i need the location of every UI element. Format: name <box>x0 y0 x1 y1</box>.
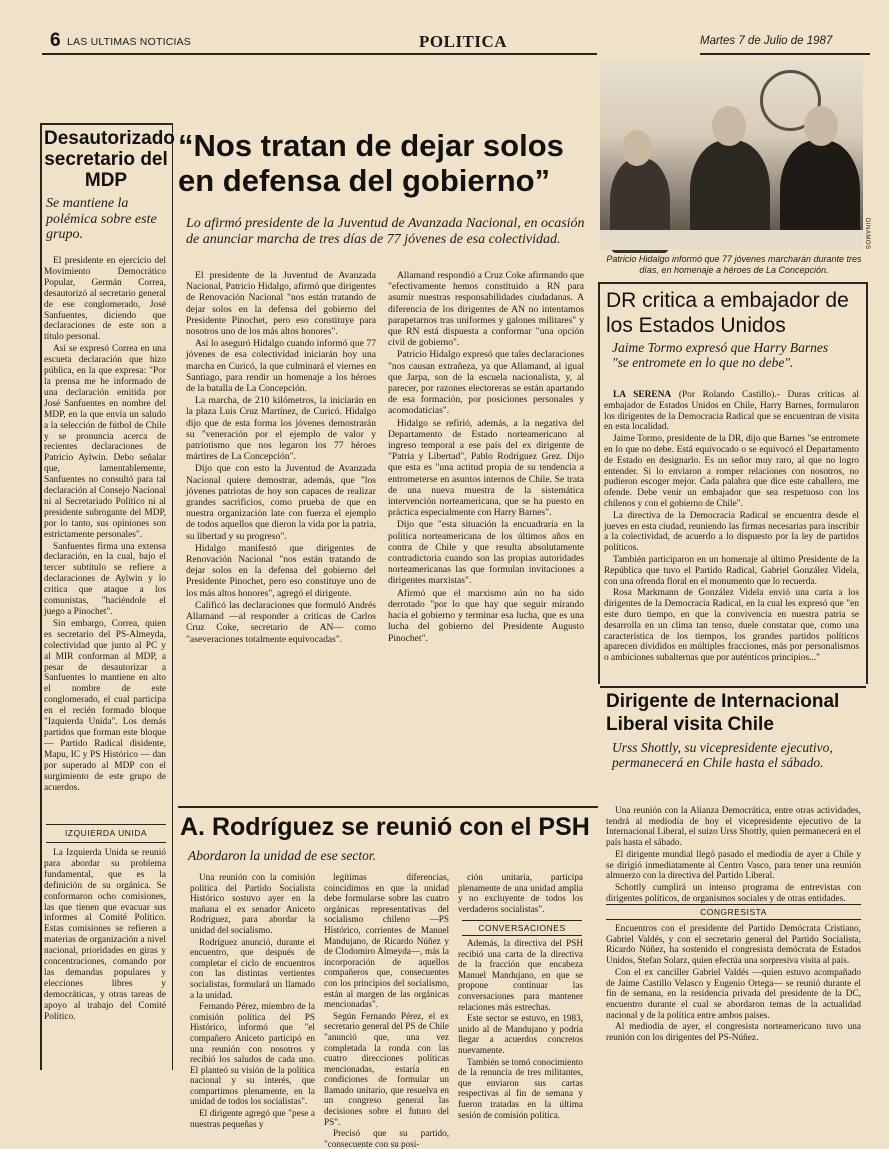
liberal-article-body-2 <box>606 924 861 1072</box>
rodriguez-col-1 <box>190 872 315 1129</box>
dateline: LA SERENA <box>613 390 672 400</box>
paragraph: Rosa Markmann de González Videla envió una carta a los dirigentes de la Democracia Radical, en la cual les expresó que "en este duro tiempo, en que la convivencia en nuestra patria se desarrolla en un clima tan tenso, duele constatar que, como una característica de los tiempos, los grandes partidos políticos aparecen divididos en múltiples fracciones, más por personalismos o ambiciones subalternas que por auténticos principios..." <box>604 588 859 664</box>
paragraph: Así lo aseguró Hidalgo cuando informó que 77 jóvenes de esa colectividad iniciarán hoy una marcha en Curicó, la que culminará el viernes en Santiago, para rendir un homenaje a los héroes de la batalla de La Concepción. <box>186 338 376 395</box>
paragraph: Afirmó que el marxismo aún no ha sido derrotado "por lo que hay que seguir mirando hacia el gobierno y terminar esa lucha, que es una lucha del gobierno del Presidente Augusto Pinochet". <box>388 587 584 644</box>
left-subhead: IZQUIERDA UNIDA <box>64 828 148 838</box>
paragraph: El dirigente agregó que "pese a nuestras pequeñas y <box>190 1108 315 1129</box>
subhead-rule-top <box>46 824 166 825</box>
paragraph: Dijo que con esto la Juventud de Avanzada Nacional quiere demostrar, además, que "los jóvenes patriotas de hoy son capaces de realizar grandes sacrificios, como prueba de que en nuestra organización late con fuerza el ejemplo de todos aquellos que dieron la vida por la patria, su libertad y su progreso". <box>186 463 376 542</box>
paragraph: Fernando Pérez, miembro de la comisión política del PS Histórico, informó que "el compañero Aniceto participó en una reunión con nosotros y recibió los saludos de cada uno. El planteó su visión de la política nacional y su interés, que compartimos plenamente, en la unidad de todos los socialistas". <box>190 1001 315 1107</box>
paragraph: Sanfuentes firma una extensa declaración, en la cual, bajo el tercer subtítulo se refiere a declaraciones de Aylwin y lo critica que ataque a los comunistas, "haciéndole el juego a Pinochet". <box>44 541 166 617</box>
header-rule-right <box>700 53 870 55</box>
paragraph: Dijo que "esta situación la encuadraría en la política norteamericana de los últimos años en contra de Chile y que resulta absolutamente contradictoria cuando son las propias autoridades norteamericanas las que formulan invitaciones a dirigentes marxistas". <box>388 519 584 587</box>
paragraph: Una reunión con la Alianza Democrática, entre otras actividades, tendrá al mediodía de hoy el vicepresidente ejecutivo de la Internacional Liberal, el suizo Urss Shottly, quien permanecerá en el país hasta el sábado. <box>606 806 861 849</box>
left-article-body <box>44 256 166 821</box>
section-title: POLITICA <box>419 32 508 51</box>
paragraph: Este sector se estuvo, en 1983, unido al de Mandujano y podría llegar a acuerdos concretos nuevamente. <box>458 1013 583 1055</box>
paragraph: Calificó las declaraciones que formuló Andrés Allamand —al responder a críticas de Carlos Cruz Coke, secretario de AN— como "aseveraciones totalmente equivocadas". <box>186 599 376 645</box>
paragraph: Al mediodía de ayer, el congresista norteamericano tuvo una reunión con los dirigentes del PS-Núñez. <box>606 1022 861 1044</box>
liberal-article-body <box>606 806 861 904</box>
main-article-bottom-rule <box>178 806 598 808</box>
liberal-deck: Urss Shottly, su vicepresidente ejecutivo, permanecerá en Chile hasta el sábado. <box>612 740 833 770</box>
dr-article-body <box>604 390 859 680</box>
paragraph: Allamand respondió a Cruz Coke afirmando que "efectivamente hemos constituido a RN para asumir nuestras responsabilidades ciudadanas. A diferencia de los dirigentes de AN no intentamos parapetarnos tras uniformes y galones militares" y que RN está dispuesta a conformar "una opción civil de gobierno". <box>388 270 584 349</box>
main-headline: “Nos tratan de dejar solos en defensa del gobierno” <box>178 128 564 198</box>
paragraph: ción unitaria, participa plenamente de una unidad amplia y no excluyente de todos los verdaderos socialistas". <box>458 872 583 914</box>
newspaper-name: LAS ULTIMAS NOTICIAS <box>67 36 191 48</box>
liberal-top-rule <box>600 686 866 688</box>
paragraph: El presidente de la Juventud de Avanzada Nacional, Patricio Hidalgo, afirmó que dirigentes de Renovación Nacional "nos están tratando de dejar solos en la defensa del gobierno del Presidente Pinochet, pero eso constituye para nosotros uno de los más altos honores". <box>186 270 376 338</box>
left-headline: Desautorizado secretario del MDP <box>44 128 175 191</box>
rodriguez-headline: A. Rodríguez se reunió con el PSH <box>180 813 590 841</box>
paragraph: Precisó que su partido, "consecuente con su posi- <box>324 1128 449 1149</box>
main-col-1 <box>186 270 376 790</box>
page-number: 6 <box>50 30 61 51</box>
paragraph: Sin embargo, Correa, quien es secretario del PS-Almeyda, colectividad que junto al PC y al MIR conforman al MDP, a pesar de desautorizar a Sanfuentes lo mantiene en alto el nombre de este conglomerado, el cual participa en el recién formado bloque "Izquierda Unida". Los demás partidos que forman este bloque — Partido Radical disidente, Mapu, IC y PS Histórico — dan por superado al MDP con el surgimiento de este grupo de acuerdos. <box>44 618 166 793</box>
rodriguez-deck: Abordaron la unidad de ese sector. <box>188 848 376 863</box>
paragraph: Jaime Tormo, presidente de la DR, dijo que Barnes "se entromete en lo que no debe. Está equivocado o se equivocó el Departamento de Estado en designarlo. Es un señor muy raro, al que no logro entender. Si lo enviaron a romper relaciones con nosotros, no pudieron escoger mejor. Cada palabra que dice este caballero, me ofende. Debe venir un embajador que sea respetuoso con los chilenos y con el gobierno de Chile". <box>604 434 859 509</box>
main-deck: Lo afirmó presidente de la Juventud de Avanzada Nacional, en ocasión de anunciar marcha de tres días de 77 jóvenes de esa colectividad. <box>186 216 585 247</box>
paragraph: Una reunión con la comisión política del Partido Socialista Histórico sostuvo ayer en la mañana el ex senador Aniceto Rodríguez, para abordar la unidad del socialismo. <box>190 872 315 935</box>
paragraph: Según Fernando Pérez, el ex secretario general del PS de Chile "anunció que, una vez completada la ronda con las cuatro direcciones políticas mencionadas, estaría en condiciones de formular un llamado unitario, que resuelva en un congreso general las decisiones sobre el futuro del PS". <box>324 1010 449 1127</box>
paragraph: La marcha, de 210 kilómetros, la iniciarán en la plaza Luis Cruz Martínez, de Curicó. Hidalgo dijo que de esta forma los jóvenes demostrarán su "veneración por el ejemplo de valor y patriotismo que nos legaron los 77 héroes mártires de La Concepción". <box>186 395 376 463</box>
paragraph <box>604 390 859 433</box>
paragraph: La Izquierda Unida se reunió para abordar su problema fundamental, que es la definición de su orgánica. Se conformaron ocho comisiones, las que tienen que evacuar sus informes al Comité Político. Estas comisiones se refieren a materias de organización a nivel nacional, prioridades en giras y concentraciones, comando por las demandas populares y elecciones libres y democráticas, y otras tareas de apoyo al trabajo del Comité Político. <box>44 848 166 1022</box>
paragraph: Hidalgo manifestó que dirigentes de Renovación Nacional "nos están tratando de dejar solos en la defensa del gobierno del Presidente Pinochet, pero eso constituye uno de los más altos honores", agregó el dirigente. <box>186 542 376 599</box>
liberal-subhead: CONGRESISTA <box>606 904 861 920</box>
dr-headline: DR critica a embajador de los Estados Unidos <box>606 289 849 337</box>
photo-credit: DINAMOS <box>864 218 870 250</box>
conversaciones-subhead: CONVERSACIONES <box>462 920 582 936</box>
news-photo <box>600 60 863 250</box>
rodriguez-col-3a <box>458 872 583 920</box>
left-article-body-2 <box>44 848 166 1066</box>
page-header <box>0 26 889 54</box>
paragraph: La directiva de la Democracia Radical se encuentra desde el jueves en esta ciudad, reuniendo las firmas necesarias para inscribir a la colectividad, de acuerdo a lo dispuesto por la ley de partidos políticos. <box>604 510 859 554</box>
subhead-rule-bottom <box>46 842 166 843</box>
paragraph: legítimas diferencias, coincidimos en que la unidad debe formularse sobre las cuatro orgánicas representativas del socialismo chileno —PS Histórico, corrientes de Manuel Mandujano, de Ricardo Núñez y de Clodomiro Almeyda—, más la incorporación de aquellos compañeros que, consecuentes con los principios del socialismo, están al margen de las orgánicas mencionadas". <box>324 872 449 1010</box>
paragraph: Con el ex canciller Gabriel Valdés —quien estuvo acompañado de Jaime Castillo Velasco y Eugenio Ortega— se reunió durante el fin de semana, en la residencia privada del presidente de la DC, encuentro durante el cual se abordaron temas de la actualidad nacional y de la política entre ambos países. <box>606 967 861 1021</box>
face-right <box>804 106 838 146</box>
microphone-desk <box>600 230 863 250</box>
paragraph: Patricio Hidalgo expresó que tales declaraciones "nos causan extrañeza, ya que Allamand, al igual que Jarpa, son de la escuela nacionalista, y, al parecer, por razones electoreras se están apartando de esa formación, por posiciones personales y acomodaticias". <box>388 349 584 417</box>
paragraph: También participaron en un homenaje al último Presidente de la República que tuvo el Partido Radical, Gabriel González Videla, con una ofrenda floral en el monumento que lo recuerda. <box>604 554 859 587</box>
paragraph: Además, la directiva del PSH recibió una carta de la directiva de la fracción que encabeza Manuel Mandujano, en que se propone continuar las conversaciones para mantener relaciones más estrechas. <box>458 938 583 1012</box>
issue-date: Martes 7 de Julio de 1987 <box>700 35 833 47</box>
rodriguez-col-3b <box>458 938 583 1120</box>
paragraph: Así se expresó Correa en una escueta declaración que hizo pública, en la que expresa: "Por la prensa me he informado de una declaración emitida por José Sanfuentes en nombre del MDP, en la que envía un saludo a la selección de fútbol de Chile y se pronuncia acerca de recientes declaraciones de Patricio Aylwin. Debo señalar que, lamentablemente, Sanfuentes no consultó para tal declaración al Consejo Nacional ni al Secretariado Político ni al presidente subrogante del MDP, por lo tanto, sus opiniones son estrictamente personales". <box>44 344 166 540</box>
left-deck: Se mantiene la polémica sobre este grupo. <box>46 196 157 242</box>
photo-caption: Patricio Hidalgo informó que 77 jóvenes marcharán durante tres días, en homenaje a héroes de La Concepción. <box>606 254 862 275</box>
paragraph: El dirigente mundial llegó pasado el mediodía de ayer a Chile y se dirigió inmediatamente al Centro Vasco, para tener una reunión almuerzo con la directiva del Partido Liberal. <box>606 849 861 882</box>
paragraph: Encuentros con el presidente del Partido Demócrata Cristiano, Gabriel Valdés, y con el secretario general del Partido Socialista, Ricardo Núñez, ha sostenido el congresista demócrata de Estados Unidos, Stefan Solarz, quien efectúa una sorpresiva visita al país. <box>606 924 861 967</box>
paragraph: Rodríguez anunció, durante el encuentro, que después de completar el ciclo de encuentros con las distintas vertientes socialistas, formulará un llamado a la unidad. <box>190 936 315 1000</box>
face-center <box>712 106 746 146</box>
paragraph-text: (Por Rolando Castillo).- Duras críticas al embajador de Estados Unidos en Chile, Harry Barnes, formularon los dirigentes de la Democracia Radical que se encuentran de visita en esta localidad. <box>604 390 859 433</box>
paragraph: Hidalgo se refirió, además, a la negativa del Departamento de Estado norteamericano al ingreso temporal a ese país del ex dirigente de "Patria y Libertad", Pablo Rodríguez Grez. Dijo que esta es "una actitud propia de su tendencia a entrometerse en asuntos internos de Chile. Se trata de una nueva muestra de la sistemática intervención norteamericana, que se ha puesto en práctica especialmente con Harry Barnes". <box>388 417 584 519</box>
rodriguez-col-2 <box>324 872 449 1149</box>
face-left <box>622 130 652 166</box>
main-col-2 <box>388 270 584 790</box>
header-rule <box>42 53 597 55</box>
paragraph: También se tomó conocimiento de la renuncia de tres militantes, que enviaron sus cartas respectivas al fin de semana y fueron tratadas en la última sesión de comisión política. <box>458 1056 583 1120</box>
paragraph: El presidente en ejercicio del Movimiento Democrático Popular, Germán Correa, desautorizó al secretario general de ese conglomerado, José Sanfuentes, diciendo que declaraciones de este son a título personal. <box>44 256 166 343</box>
dr-deck: Jaime Tormo expresó que Harry Barnes "se entromete en lo que no debe". <box>612 340 829 370</box>
liberal-headline: Dirigente de Internacional Liberal visita Chile <box>606 691 840 735</box>
paragraph: Schottly cumplirá un intenso programa de entrevistas con dirigentes políticos, de organismos sociales y de otras entidades. <box>606 882 861 904</box>
